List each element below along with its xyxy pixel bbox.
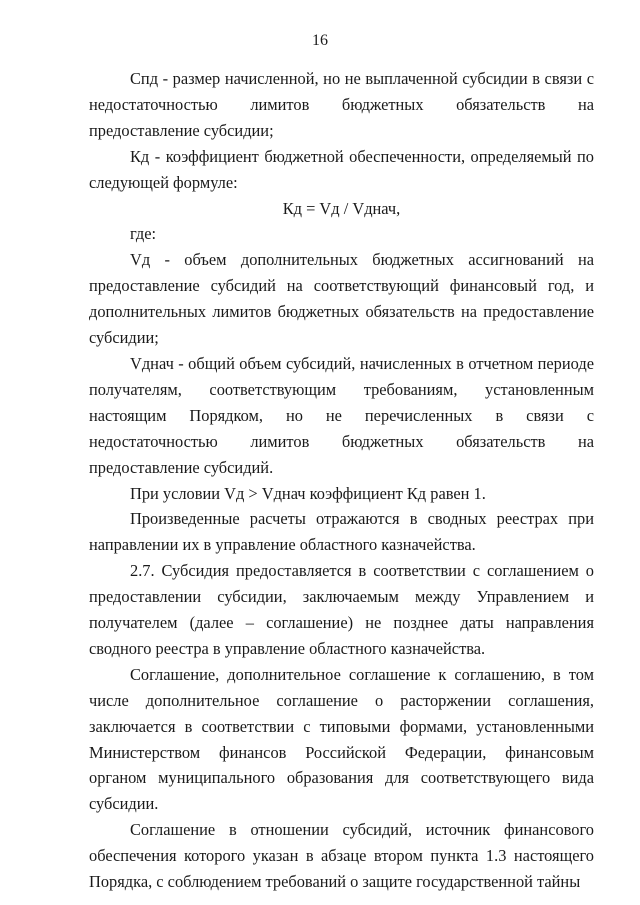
- paragraph-condition: При условии Vд > Vднач коэффициент Кд равен 1.: [130, 483, 486, 503]
- paragraph-kd-definition: Кд - коэффициент бюджетной обеспеченности, определяемый по следующей формуле:: [89, 146, 594, 192]
- paragraph-2-7: 2.7. Субсидия предоставляется в соответствии с соглашением о предоставлении субсидии, заключаемым между Управлением и получателем (далее – соглашение) не позднее даты направления сводного реестра в управление областного казначейства.: [89, 561, 594, 658]
- page-number: 16: [312, 32, 328, 49]
- paragraph-vdnach-definition: Vднач - общий объем субсидий, начисленных в отчетном периоде получателям, соответствующим требованиям, установленным настоящим Порядком, но не перечисленных в связи с недостаточностью лимитов бюджетных обязательств на предоставление субсидий.: [89, 353, 594, 477]
- formula-kd: Кд = Vд / Vднач,: [282, 198, 401, 218]
- document-body: [89, 66, 594, 895]
- paragraph-agreement-forms: Соглашение, дополнительное соглашение к соглашению, в том числе дополнительное соглашение о расторжении соглашения, заключается в соответствии с типовыми формами, установленными Министерством финансов Российской Федерации, финансовым органом муниципального образования для соответствующего вида субсидии.: [89, 664, 594, 814]
- paragraph-agreement-secrecy: Соглашение в отношении субсидий, источник финансового обеспечения которого указан в абзаце втором пункта 1.3 настоящего Порядка, с соблюдением требований о защите государственной тайны: [89, 820, 594, 892]
- paragraph-calculations: Произведенные расчеты отражаются в сводных реестрах при направлении их в управление областного казначейства.: [89, 509, 594, 555]
- paragraph-spd-definition: Спд - размер начисленной, но не выплаченной субсидии в связи с недостаточностью лимитов бюджетных обязательств на предоставление субсидии;: [89, 69, 594, 140]
- paragraph-where: где:: [130, 224, 157, 244]
- paragraph-vd-definition: Vд - объем дополнительных бюджетных ассигнований на предоставление субсидий на соответствующий финансовый год, и дополнительных лимитов бюджетных обязательств на предоставление субсидии;: [89, 250, 594, 348]
